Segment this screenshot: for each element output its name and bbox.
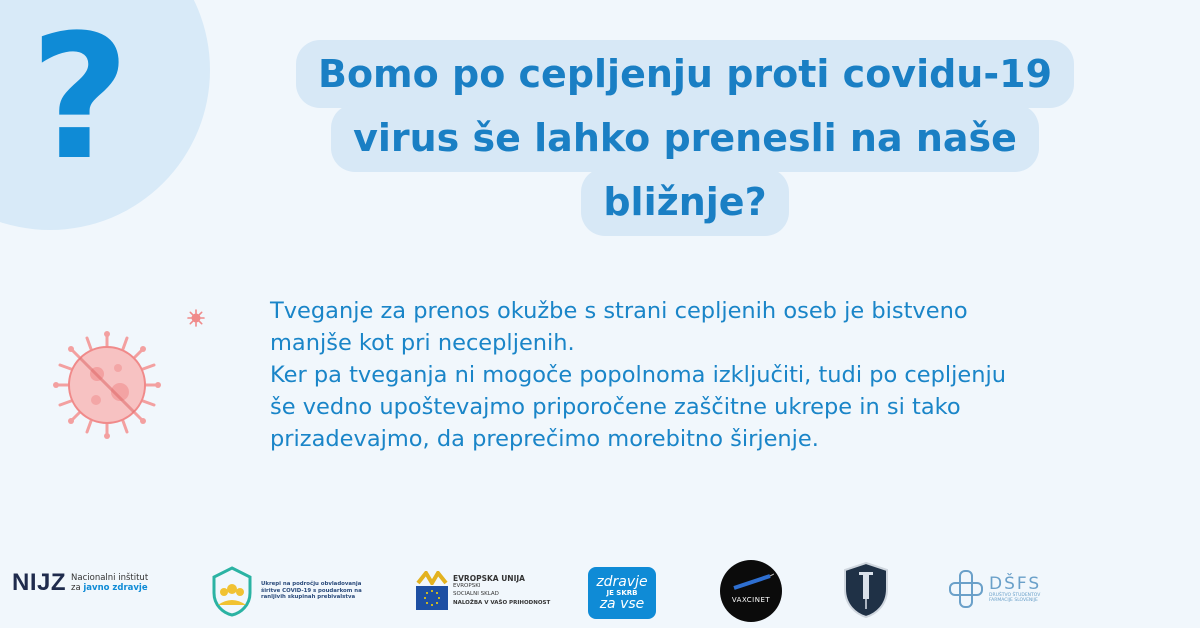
- body-line: manjše kot pri necepljenih.: [270, 330, 575, 356]
- eu-line2: EVROPSKI: [453, 583, 481, 590]
- eu-line3: SOCIALNI SKLAD: [453, 590, 499, 597]
- partner-logos: [0, 555, 1200, 625]
- page-title: [250, 40, 1120, 236]
- nijz-mark: NIJZ: [12, 569, 67, 596]
- eu-flag-icon: [416, 586, 448, 610]
- nijz-line2-bold: javno zdravje: [83, 583, 148, 593]
- body-line: Tveganje za prenos okužbe s strani cepljenih oseb je bistveno: [270, 298, 968, 324]
- shield-people-icon: [206, 565, 258, 617]
- ukrepi-line3: ranljivih skupinah prebivalstva: [261, 594, 356, 601]
- zdravje-line1: zdravje: [596, 573, 648, 590]
- body-line: Ker pa tveganja ni mogoče popolnoma izključiti, tudi po cepljenju: [270, 362, 1007, 388]
- title-line: virus še lahko prenesli na naše: [331, 104, 1039, 172]
- zdravje-line3: za vse: [599, 595, 645, 612]
- eu-ribbon-icon: [416, 571, 448, 585]
- pharmacy-shield-logo: [843, 561, 889, 619]
- dsfs-line2: FARMACIJE SLOVENIJE: [989, 598, 1038, 603]
- nijz-line2-pre: za: [71, 583, 81, 593]
- ukrepi-line1: Ukrepi na področju obvladovanja: [261, 581, 362, 588]
- shield-syringe-icon: [843, 561, 889, 619]
- nijz-logo: [12, 569, 148, 597]
- ukrepi-logo: [206, 565, 362, 617]
- eu-line1: EVROPSKA UNIJA: [453, 574, 525, 584]
- body-line: prizadevajmo, da preprečimo morebitno širjenje.: [270, 426, 819, 452]
- syringe-icon: [730, 572, 774, 592]
- vaxcinet-text: VAXCINET: [731, 596, 771, 604]
- dsfs-symbol-icon: [948, 569, 984, 609]
- vaxcinet-logo: [720, 560, 782, 622]
- zdravje-logo: [588, 567, 656, 619]
- body-text: [270, 295, 1170, 455]
- nijz-line1: Nacionalni inštitut: [71, 573, 149, 583]
- dsfs-logo: [948, 569, 1041, 609]
- virus-icon: [52, 330, 162, 440]
- small-virus-icon: [187, 309, 205, 327]
- ukrepi-line2: širitve COVID-19 s poudarkom na: [261, 587, 362, 594]
- eu-line4: NALOŽBA V VAŠO PRIHODNOST: [453, 600, 551, 607]
- dsfs-line1: DRUŠTVO ŠTUDENTOV: [989, 592, 1041, 598]
- question-mark-icon: ?: [30, 0, 130, 198]
- title-line: bližnje?: [581, 168, 788, 236]
- body-line: še vedno upoštevajmo priporočene zaščitne ukrepe in si tako: [270, 394, 961, 420]
- eu-logo: [416, 571, 550, 611]
- title-line: Bomo po cepljenju proti covidu-19: [296, 40, 1074, 108]
- zdravje-line2: JE SKRB: [606, 588, 638, 597]
- dsfs-mark: DŠFS: [989, 573, 1042, 594]
